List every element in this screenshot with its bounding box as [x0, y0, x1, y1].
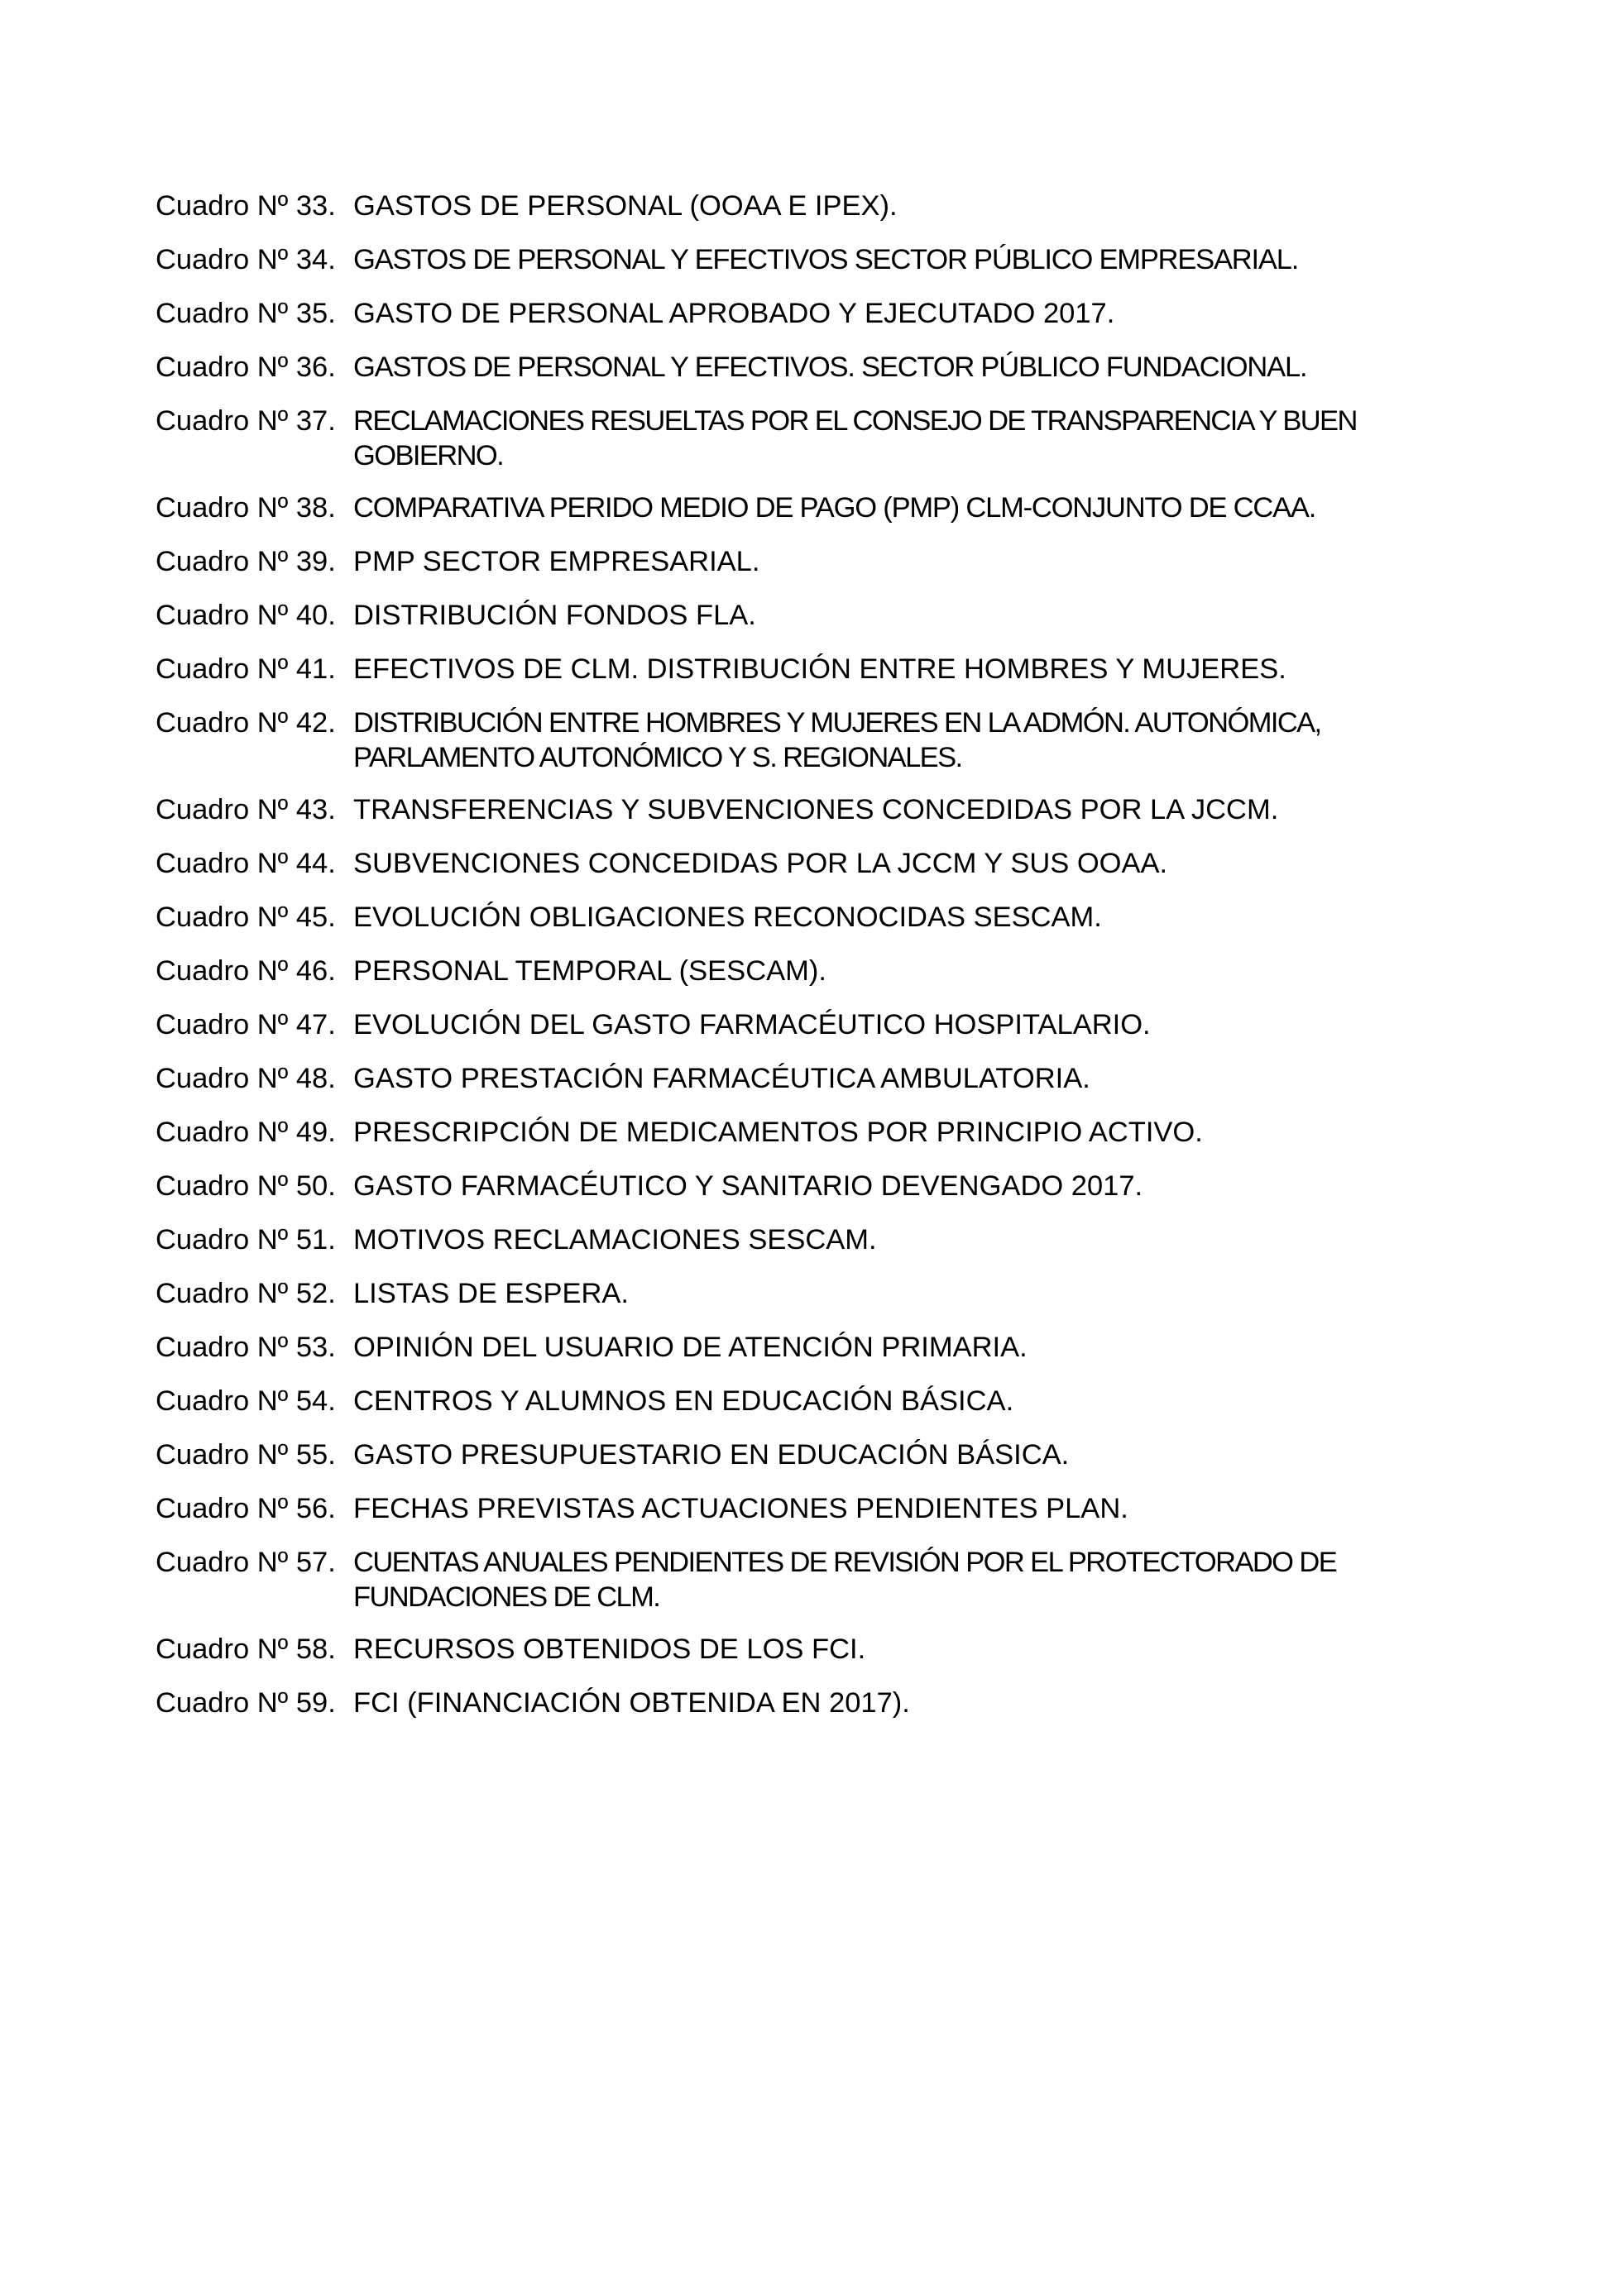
list-item — [156, 544, 1479, 579]
list-item — [156, 954, 1479, 988]
table-number: Cuadro Nº 33. — [156, 190, 336, 222]
list-item — [156, 846, 1479, 881]
table-number: Cuadro Nº 53. — [156, 1332, 336, 1363]
list-item — [156, 1545, 1479, 1614]
table-title: LISTAS DE ESPERA. — [353, 1278, 629, 1309]
table-title: OPINIÓN DEL USUARIO DE ATENCIÓN PRIMARIA. — [353, 1332, 1028, 1363]
list-item — [156, 350, 1479, 385]
list-item — [156, 296, 1479, 331]
table-title: GASTOS DE PERSONAL (OOAA E IPEX). — [353, 190, 898, 222]
table-title: GASTOS DE PERSONAL Y EFECTIVOS. SECTOR PÚBLICO FUNDACIONAL. — [353, 352, 1307, 383]
table-number: Cuadro Nº 41. — [156, 653, 336, 685]
table-number: Cuadro Nº 51. — [156, 1224, 336, 1256]
list-item — [156, 1115, 1479, 1150]
table-title: FECHAS PREVISTAS ACTUACIONES PENDIENTES PLAN. — [353, 1493, 1128, 1524]
table-title: GASTOS DE PERSONAL Y EFECTIVOS SECTOR PÚBLICO EMPRESARIAL. — [353, 244, 1299, 275]
table-number: Cuadro Nº 38. — [156, 492, 336, 524]
table-number: Cuadro Nº 39. — [156, 546, 336, 577]
table-title: EVOLUCIÓN DEL GASTO FARMACÉUTICO HOSPITALARIO. — [353, 1009, 1151, 1040]
table-title: DISTRIBUCIÓN ENTRE HOMBRES Y MUJERES EN LA ADMÓN. AUTONÓMICA, PARLAMENTO AUTONÓMICO Y S. REGIONALES. — [353, 707, 1321, 773]
list-item — [156, 792, 1479, 827]
table-number: Cuadro Nº 54. — [156, 1385, 336, 1417]
table-number: Cuadro Nº 40. — [156, 600, 336, 631]
table-title: GASTO DE PERSONAL APROBADO Y EJECUTADO 2017. — [353, 298, 1115, 329]
table-number: Cuadro Nº 37. — [156, 405, 336, 437]
table-number: Cuadro Nº 43. — [156, 794, 336, 825]
list-item — [156, 1330, 1479, 1365]
table-title: RECLAMACIONES RESUELTAS POR EL CONSEJO DE TRANSPARENCIA Y BUEN GOBIERNO. — [353, 405, 1357, 471]
list-item — [156, 1276, 1479, 1311]
table-title: RECURSOS OBTENIDOS DE LOS FCI. — [353, 1634, 866, 1665]
list-item — [156, 1437, 1479, 1472]
list-item — [156, 1169, 1479, 1203]
table-title: CUENTAS ANUALES PENDIENTES DE REVISIÓN POR EL PROTECTORADO DE FUNDACIONES DE CLM. — [353, 1547, 1337, 1613]
table-number: Cuadro Nº 52. — [156, 1278, 336, 1309]
table-title: TRANSFERENCIAS Y SUBVENCIONES CONCEDIDAS POR LA JCCM. — [353, 794, 1279, 825]
table-title: GASTO PRESUPUESTARIO EN EDUCACIÓN BÁSICA. — [353, 1439, 1070, 1471]
list-item — [156, 706, 1479, 775]
table-title: GASTO PRESTACIÓN FARMACÉUTICA AMBULATORIA. — [353, 1063, 1090, 1094]
table-number: Cuadro Nº 50. — [156, 1170, 336, 1202]
table-number: Cuadro Nº 47. — [156, 1009, 336, 1040]
table-number: Cuadro Nº 36. — [156, 352, 336, 383]
table-index-list — [156, 189, 1479, 1739]
table-title: PERSONAL TEMPORAL (SESCAM). — [353, 955, 826, 987]
table-number: Cuadro Nº 55. — [156, 1439, 336, 1471]
list-item — [156, 1632, 1479, 1667]
table-title: DISTRIBUCIÓN FONDOS FLA. — [353, 600, 756, 631]
table-number: Cuadro Nº 56. — [156, 1493, 336, 1524]
list-item — [156, 1491, 1479, 1526]
table-number: Cuadro Nº 44. — [156, 848, 336, 879]
list-item — [156, 900, 1479, 935]
table-title: COMPARATIVA PERIDO MEDIO DE PAGO (PMP) CLM-CONJUNTO DE CCAA. — [353, 492, 1316, 524]
table-title: SUBVENCIONES CONCEDIDAS POR LA JCCM Y SUS OOAA. — [353, 848, 1168, 879]
list-item — [156, 1222, 1479, 1257]
table-number: Cuadro Nº 46. — [156, 955, 336, 987]
list-item — [156, 652, 1479, 686]
list-item — [156, 598, 1479, 633]
table-number: Cuadro Nº 34. — [156, 244, 336, 275]
table-title: CENTROS Y ALUMNOS EN EDUCACIÓN BÁSICA. — [353, 1385, 1014, 1417]
list-item — [156, 1384, 1479, 1418]
table-title: GASTO FARMACÉUTICO Y SANITARIO DEVENGADO 2017. — [353, 1170, 1143, 1202]
list-item — [156, 242, 1479, 277]
table-title: PMP SECTOR EMPRESARIAL. — [353, 546, 760, 577]
table-number: Cuadro Nº 48. — [156, 1063, 336, 1094]
list-item — [156, 189, 1479, 223]
table-number: Cuadro Nº 42. — [156, 707, 336, 739]
table-title: EFECTIVOS DE CLM. DISTRIBUCIÓN ENTRE HOMBRES Y MUJERES. — [353, 653, 1286, 685]
table-title: EVOLUCIÓN OBLIGACIONES RECONOCIDAS SESCAM. — [353, 902, 1102, 933]
table-number: Cuadro Nº 59. — [156, 1687, 336, 1719]
table-title: PRESCRIPCIÓN DE MEDICAMENTOS POR PRINCIPIO ACTIVO. — [353, 1117, 1203, 1148]
table-number: Cuadro Nº 45. — [156, 902, 336, 933]
list-item — [156, 1061, 1479, 1096]
table-number: Cuadro Nº 57. — [156, 1547, 336, 1578]
list-item — [156, 1007, 1479, 1042]
list-item — [156, 404, 1479, 473]
list-item — [156, 490, 1479, 525]
table-number: Cuadro Nº 49. — [156, 1117, 336, 1148]
table-number: Cuadro Nº 35. — [156, 298, 336, 329]
table-title: MOTIVOS RECLAMACIONES SESCAM. — [353, 1224, 877, 1256]
table-number: Cuadro Nº 58. — [156, 1634, 336, 1665]
list-item — [156, 1686, 1479, 1720]
table-title: FCI (FINANCIACIÓN OBTENIDA EN 2017). — [353, 1687, 910, 1719]
